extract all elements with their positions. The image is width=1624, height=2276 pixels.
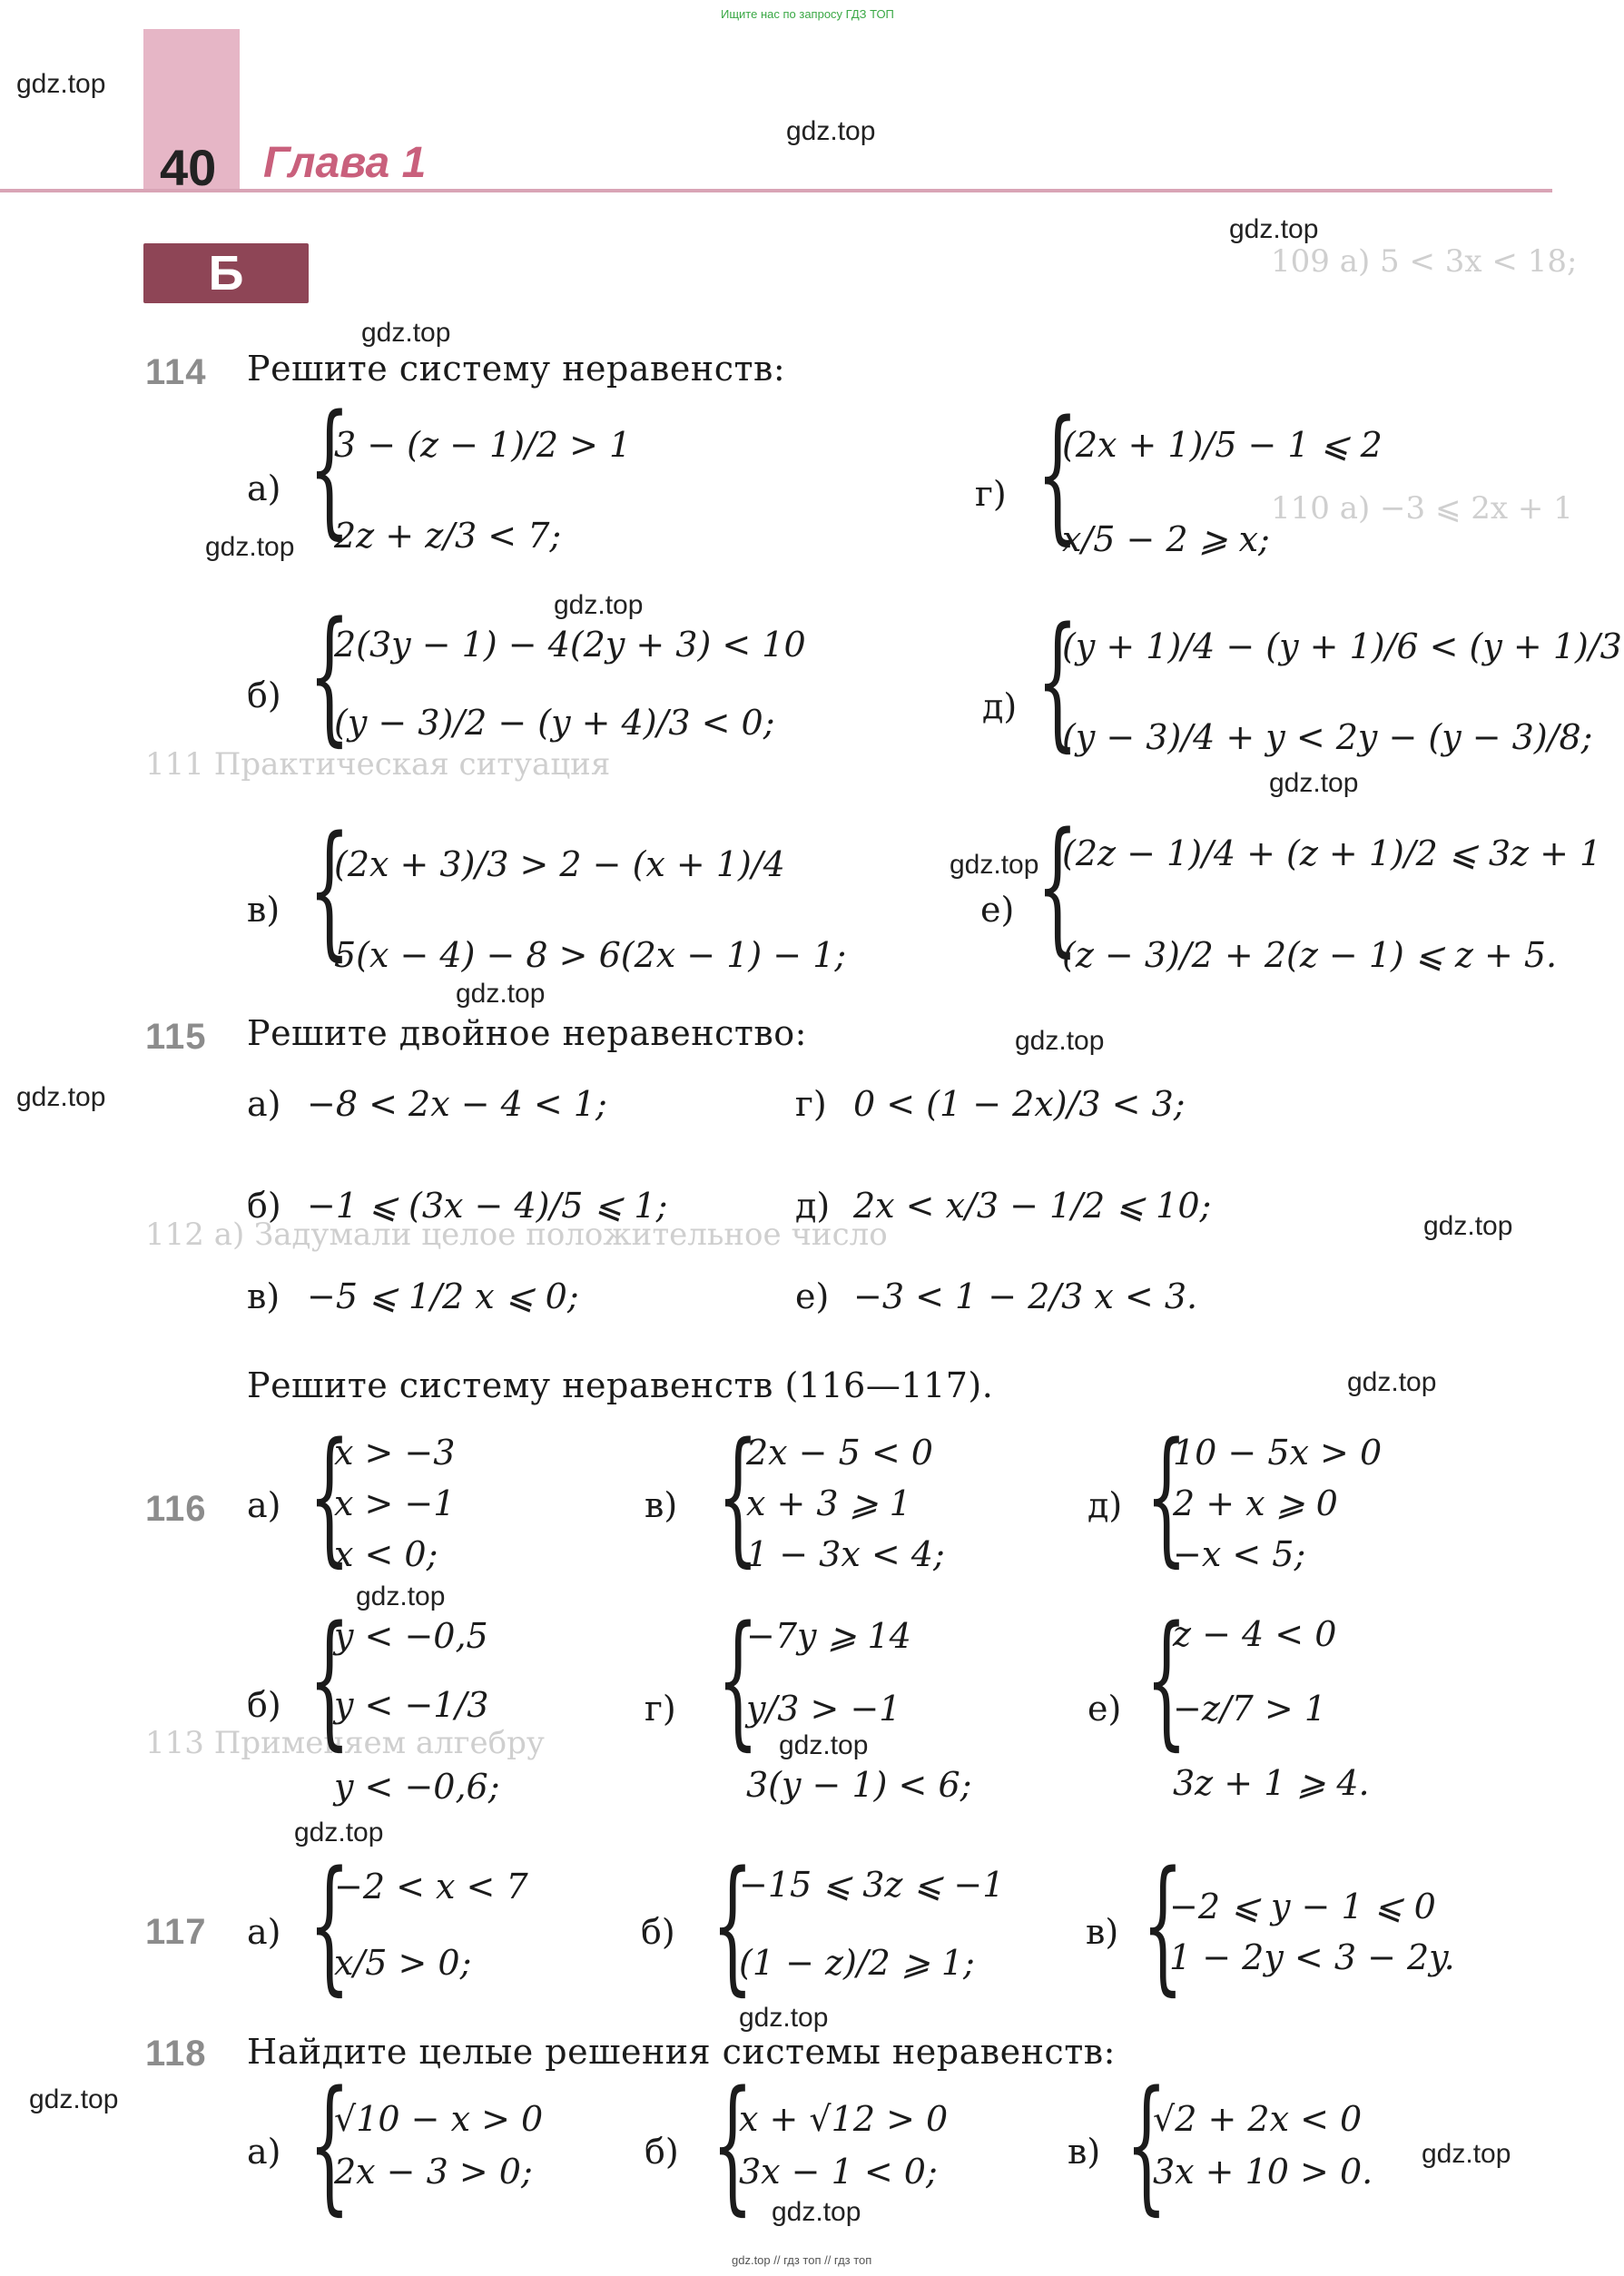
level-badge-letter: Б — [208, 246, 244, 301]
inequality: (2x + 3)/3 > 2 − (x + 1)/4 — [334, 844, 785, 884]
header-rule — [0, 189, 1552, 192]
item-label: д) — [982, 686, 1018, 726]
inequality: (1 − z)/2 ⩾ 1; — [739, 1943, 975, 1983]
system-brace: { — [309, 2059, 350, 2229]
item-label: а) — [247, 1912, 281, 1952]
inequality: −15 ⩽ 3z ⩽ −1 — [739, 1865, 1005, 1905]
inequality: x > −1 — [334, 1483, 456, 1523]
exercise-title: Решите двойное неравенство: — [247, 1013, 807, 1053]
system-brace: { — [309, 804, 350, 974]
watermark: gdz.top — [1229, 214, 1319, 244]
exercise-number: 114 — [145, 352, 207, 392]
inequality: −2 < x < 7 — [334, 1867, 528, 1907]
item-label: в) — [247, 890, 281, 930]
double-inequality: 2x < x/3 − 1/2 ⩽ 10; — [853, 1186, 1212, 1226]
inequality: 1 − 3x < 4; — [746, 1534, 945, 1574]
system-brace: { — [712, 1839, 753, 2009]
inequality: −x < 5; — [1173, 1534, 1306, 1574]
inequality: y < −0,5 — [334, 1616, 488, 1656]
exercise-title: Найдите целые решения системы неравенств: — [247, 2032, 1116, 2072]
exercise-title: Решите систему неравенств: — [247, 349, 786, 389]
inequality: 2z + z/3 < 7; — [334, 516, 562, 556]
system-brace: { — [1037, 389, 1078, 558]
footer-links[interactable]: gdz.top // гдз топ // гдз топ — [732, 2253, 872, 2267]
watermark: gdz.top — [739, 2003, 829, 2033]
item-label: а) — [247, 1084, 281, 1124]
inequality: 1 − 2y < 3 − 2y. — [1169, 1937, 1455, 1977]
item-label: б) — [645, 2132, 679, 2172]
item-label: д) — [795, 1186, 831, 1226]
system-brace: { — [309, 1594, 350, 1764]
item-label: б) — [247, 675, 281, 715]
double-inequality: −8 < 2x − 4 < 1; — [307, 1084, 607, 1124]
inequality: 2(3y − 1) − 4(2y + 3) < 10 — [334, 625, 806, 665]
top-banner: Ищите нас по запросу ГДЗ ТОП — [721, 7, 894, 21]
system-brace: { — [1146, 1411, 1187, 1581]
exercise-number: 116 — [145, 1489, 207, 1529]
watermark: gdz.top — [772, 2197, 861, 2227]
inequality: x/5 > 0; — [334, 1943, 472, 1983]
bleed-text: 111 Практическая ситуация — [145, 746, 611, 783]
inequality: 2x − 3 > 0; — [334, 2152, 533, 2192]
system-brace: { — [712, 2059, 753, 2229]
exercise-number: 118 — [145, 2034, 207, 2074]
inequality: 2x − 5 < 0 — [746, 1433, 933, 1473]
item-label: г) — [645, 1689, 676, 1729]
item-label: б) — [641, 1912, 675, 1952]
system-brace: { — [717, 1411, 759, 1581]
system-brace: { — [717, 1594, 759, 1764]
inequality: x + √12 > 0 — [739, 2099, 949, 2139]
inequality: 3z + 1 ⩾ 4. — [1173, 1763, 1370, 1803]
bleed-text: 113 Применяем алгебру — [145, 1725, 545, 1761]
system-brace: { — [1142, 1839, 1184, 2009]
watermark: gdz.top — [29, 2084, 119, 2114]
inequality: z − 4 < 0 — [1173, 1614, 1337, 1654]
inequality: x < 0; — [334, 1534, 438, 1574]
group-title: Решите систему неравенств (116—117). — [247, 1365, 994, 1405]
system-brace: { — [309, 1411, 350, 1581]
inequality: −z/7 > 1 — [1173, 1689, 1327, 1729]
system-brace: { — [309, 590, 350, 760]
watermark: gdz.top — [205, 532, 295, 562]
inequality: 2 + x ⩾ 0 — [1173, 1483, 1338, 1523]
inequality: 10 − 5x > 0 — [1173, 1433, 1383, 1473]
watermark: gdz.top — [1015, 1026, 1105, 1056]
watermark: gdz.top — [16, 69, 106, 99]
double-inequality: 0 < (1 − 2x)/3 < 3; — [853, 1084, 1186, 1124]
inequality: y < −0,6; — [334, 1767, 500, 1807]
inequality: (y + 1)/4 − (y + 1)/6 < (y + 1)/3 — [1062, 626, 1622, 666]
double-inequality: −3 < 1 − 2/3 x < 3. — [853, 1276, 1198, 1316]
level-badge — [143, 243, 309, 303]
inequality: 3 − (z − 1)/2 > 1 — [334, 425, 632, 465]
item-label: в) — [645, 1485, 678, 1525]
inequality: 3x − 1 < 0; — [739, 2152, 938, 2192]
inequality: (2z − 1)/4 + (z + 1)/2 ⩽ 3z + 1 — [1062, 833, 1602, 873]
inequality: y/3 > −1 — [746, 1689, 901, 1729]
item-label: в) — [247, 1276, 281, 1316]
item-label: в) — [1068, 2132, 1101, 2172]
system-brace: { — [309, 383, 350, 553]
item-label: е) — [795, 1276, 830, 1316]
item-label: г) — [795, 1084, 827, 1124]
watermark: gdz.top — [554, 590, 644, 620]
exercise-number: 115 — [145, 1017, 207, 1057]
item-label: б) — [247, 1186, 281, 1226]
double-inequality: −1 ⩽ (3x − 4)/5 ⩽ 1; — [307, 1186, 668, 1226]
watermark: gdz.top — [786, 116, 876, 146]
watermark: gdz.top — [950, 850, 1039, 880]
item-label: а) — [247, 468, 281, 508]
item-label: в) — [1086, 1912, 1119, 1952]
watermark: gdz.top — [294, 1818, 384, 1847]
inequality: (z − 3)/2 + 2(z − 1) ⩽ z + 5. — [1062, 935, 1558, 975]
item-label: а) — [247, 1485, 281, 1525]
bleed-text: 109 а) 5 < 3x < 18; — [1271, 243, 1578, 280]
system-brace: { — [1037, 801, 1078, 971]
system-brace: { — [1037, 596, 1078, 765]
system-brace: { — [309, 1839, 350, 2009]
exercise-number: 117 — [145, 1912, 207, 1952]
bleed-text: 110 а) −3 ⩽ 2x + 1 — [1271, 490, 1573, 527]
double-inequality: −5 ⩽ 1/2 x ⩽ 0; — [307, 1276, 579, 1316]
inequality: −2 ⩽ y − 1 ⩽ 0 — [1169, 1887, 1436, 1926]
item-label: а) — [247, 2132, 281, 2172]
item-label: е) — [1088, 1689, 1122, 1729]
watermark: gdz.top — [1269, 768, 1359, 798]
watermark: gdz.top — [361, 318, 451, 348]
inequality: (y − 3)/2 − (y + 4)/3 < 0; — [334, 703, 775, 743]
system-brace: { — [1126, 2059, 1167, 2229]
inequality: (2x + 1)/5 − 1 ⩽ 2 — [1062, 425, 1383, 465]
inequality: x + 3 ⩾ 1 — [746, 1483, 911, 1523]
page-number: 40 — [160, 139, 217, 196]
inequality: (y − 3)/4 + y < 2y − (y − 3)/8; — [1062, 717, 1593, 757]
item-label: е) — [980, 890, 1015, 930]
item-label: д) — [1088, 1485, 1123, 1525]
inequality: x > −3 — [334, 1433, 456, 1473]
watermark: gdz.top — [779, 1730, 869, 1760]
inequality: y < −1/3 — [334, 1685, 489, 1725]
watermark: gdz.top — [356, 1581, 446, 1611]
inequality: x/5 − 2 ⩾ x; — [1062, 519, 1270, 559]
watermark: gdz.top — [1423, 1211, 1513, 1241]
inequality: 3x + 10 > 0. — [1153, 2152, 1373, 2192]
item-label: б) — [247, 1685, 281, 1725]
inequality: √10 − x > 0 — [334, 2099, 544, 2139]
item-label: г) — [975, 474, 1007, 514]
inequality: 3(y − 1) < 6; — [746, 1765, 972, 1805]
watermark: gdz.top — [16, 1082, 106, 1112]
chapter-title: Глава 1 — [263, 139, 427, 187]
system-brace: { — [1146, 1594, 1187, 1764]
inequality: −7y ⩾ 14 — [746, 1616, 911, 1656]
inequality: √2 + 2x < 0 — [1153, 2099, 1363, 2139]
watermark: gdz.top — [1347, 1367, 1437, 1397]
watermark: gdz.top — [456, 979, 546, 1009]
bleed-text: 112 а) Задумали целое положительное число — [145, 1217, 888, 1253]
inequality: 5(x − 4) − 8 > 6(2x − 1) − 1; — [334, 935, 847, 975]
watermark: gdz.top — [1422, 2139, 1511, 2169]
